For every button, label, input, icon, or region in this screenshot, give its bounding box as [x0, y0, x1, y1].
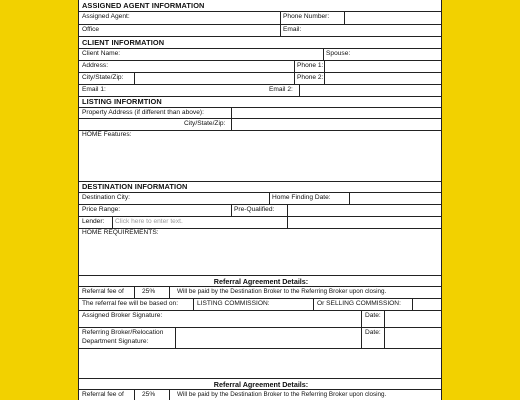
spouse-field[interactable]	[353, 49, 442, 60]
office-label: Office	[82, 26, 100, 33]
divider	[193, 298, 194, 310]
date-label: Date:	[365, 312, 381, 319]
price-range-field[interactable]	[127, 205, 227, 216]
property-address-field[interactable]	[232, 108, 442, 118]
email-2-field[interactable]	[300, 85, 442, 96]
home-requirements-field[interactable]	[80, 238, 442, 274]
referral-fee-label: Referral fee of	[82, 288, 124, 295]
assigned-broker-date-field[interactable]	[385, 311, 442, 327]
divider	[79, 348, 442, 349]
office-field[interactable]	[109, 25, 279, 36]
divider	[79, 130, 442, 131]
lender-extra-field[interactable]	[288, 217, 442, 228]
selling-commission-option[interactable]: Or SELLING COMMISSION:	[317, 300, 401, 307]
agent-email-field[interactable]	[307, 25, 442, 36]
assigned-agent-field[interactable]	[139, 12, 279, 24]
destination-info-heading: DESTINATION INFORMATION	[82, 182, 188, 191]
divider	[79, 36, 442, 37]
listing-commission-option[interactable]: LISTING COMMISSION:	[197, 300, 270, 307]
referral-fee-text-2: Will be paid by the Destination Broker to the Referring Broker upon closing.	[177, 391, 387, 398]
date-label: Date:	[365, 329, 381, 336]
referral-agreement-heading: Referral Agreement Details:	[213, 277, 309, 286]
lender-input[interactable]: Click here to enter text.	[115, 218, 183, 225]
email-1-field[interactable]	[111, 85, 266, 96]
price-range-label: Price Range:	[82, 206, 121, 213]
client-info-heading: CLIENT INFORMATION	[82, 38, 165, 47]
spouse-label: Spouse:	[326, 50, 351, 57]
divider	[323, 48, 324, 60]
client-city-label: City/State/Zip:	[82, 74, 124, 81]
assigned-broker-signature-field[interactable]	[175, 311, 360, 327]
divider	[169, 389, 170, 400]
pre-qualified-field[interactable]	[288, 205, 442, 216]
destination-city-label: Destination City:	[82, 194, 131, 201]
phone-number-field[interactable]	[345, 12, 442, 24]
home-requirements-label: HOME REQUIREMENTS:	[82, 229, 159, 236]
referral-form	[78, 0, 442, 400]
listing-city-label: City/State/Zip:	[184, 120, 226, 127]
divider	[79, 275, 442, 276]
divider	[169, 286, 170, 298]
phone-1-label: Phone 1:	[297, 62, 324, 69]
phone-2-label: Phone 2:	[297, 74, 324, 81]
home-finding-date-label: Home Finding Date:	[272, 194, 331, 201]
assigned-agent-heading: ASSIGNED AGENT INFORMATION	[82, 1, 205, 10]
divider	[294, 60, 295, 72]
address-label: Address:	[82, 62, 109, 69]
listing-info-heading: LISTING INFORMTION	[82, 97, 162, 106]
referring-broker-signature-label: Referring Broker/Relocation	[82, 329, 164, 336]
assigned-broker-signature-label: Assigned Broker Signature:	[82, 312, 163, 319]
divider	[134, 389, 135, 400]
listing-city-field[interactable]	[232, 119, 442, 130]
divider	[269, 192, 270, 204]
referring-broker-signature-field[interactable]	[176, 328, 360, 348]
divider	[313, 298, 314, 310]
destination-city-field[interactable]	[141, 193, 268, 204]
divider	[231, 204, 232, 216]
divider	[112, 216, 113, 228]
address-field[interactable]	[119, 61, 289, 72]
phone-2-field[interactable]	[325, 73, 442, 84]
home-finding-date-field[interactable]	[350, 193, 442, 204]
divider	[361, 310, 362, 327]
referral-fee-value-2[interactable]: 25%	[142, 391, 156, 398]
divider	[79, 378, 442, 379]
divider	[134, 286, 135, 298]
home-features-field[interactable]	[80, 140, 442, 180]
referring-broker-date-field[interactable]	[385, 328, 442, 348]
divider	[79, 298, 442, 299]
referral-fee-label-2: Referral fee of	[82, 391, 124, 398]
referral-fee-value[interactable]: 25%	[142, 288, 156, 295]
client-name-field[interactable]	[131, 49, 321, 60]
property-address-label: Property Address (if different than above):	[82, 109, 204, 116]
client-city-field[interactable]	[135, 73, 293, 84]
divider	[412, 298, 413, 310]
email-label: Email:	[283, 26, 302, 33]
based-on-label: The referral fee will be based on:	[82, 300, 179, 307]
lender-label: Lender:	[82, 218, 105, 225]
client-name-label: Client Name:	[82, 50, 121, 57]
email-1-label: Email 1:	[82, 86, 106, 93]
pre-qualified-label: Pre-Qualified:	[234, 206, 275, 213]
referral-fee-text: Will be paid by the Destination Broker to the Referring Broker upon closing.	[177, 288, 387, 295]
referral-agreement-heading-2: Referral Agreement Details:	[213, 380, 309, 389]
assigned-agent-label: Assigned Agent:	[82, 13, 130, 20]
referring-broker-signature-label-line-2: Department Signature:	[82, 338, 149, 345]
email-2-label: Email 2:	[269, 86, 293, 93]
divider	[361, 327, 362, 348]
home-features-label: HOME Features:	[82, 131, 132, 138]
phone-1-field[interactable]	[325, 61, 442, 72]
divider	[294, 72, 295, 84]
phone-number-label: Phone Number:	[283, 13, 330, 20]
